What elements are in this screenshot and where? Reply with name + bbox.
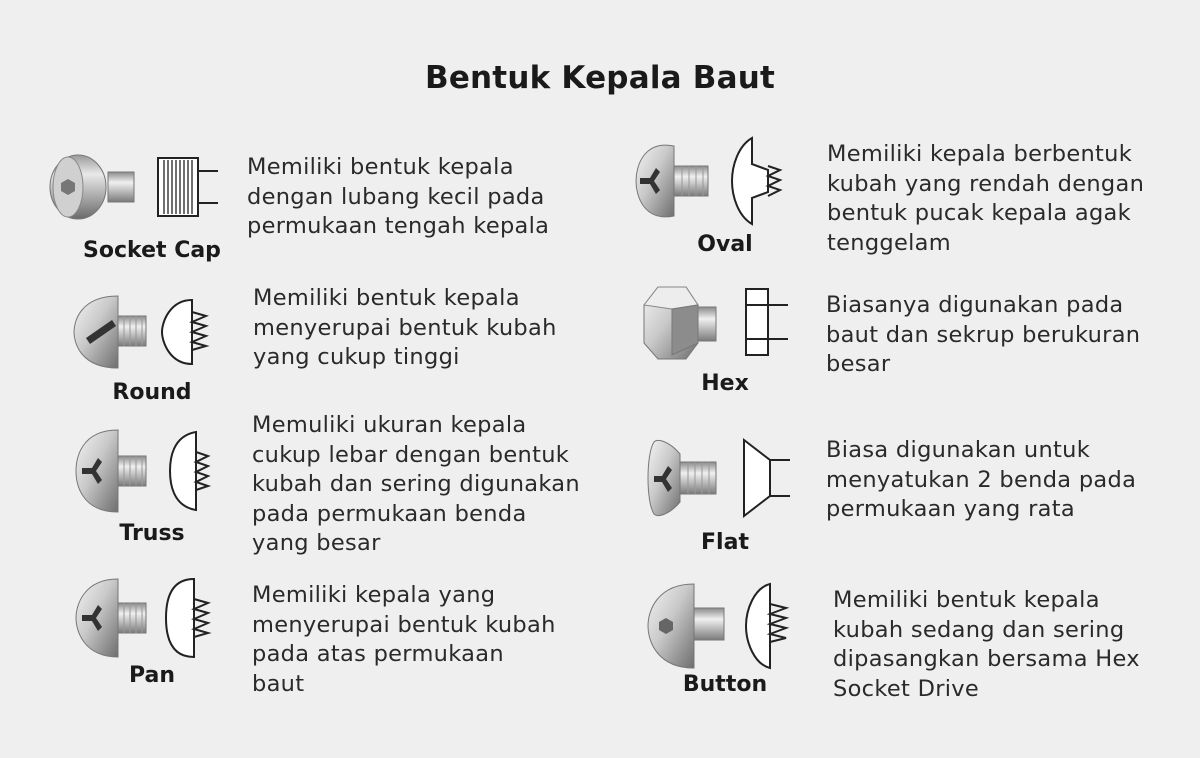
bolt-desc-hex: Biasanya digunakan pada baut dan sekrup berukuran besar [826, 292, 1141, 377]
socket-cap-bolt-icon [48, 150, 223, 225]
bolt-desc-oval: Memiliki kepala berbentuk kubah yang rendah dengan bentuk pucak kepala agak tenggelam [827, 141, 1145, 256]
bolt-desc-flat: Biasa digunakan untuk menyatukan 2 benda pada permukaan yang rata [826, 437, 1137, 522]
bolt-desc-socket-cap: Memiliki bentuk kepala dengan lubang kecil pada permukaan tengah kepala [247, 154, 550, 239]
bolt-desc-button: Memiliki bentuk kepala kubah sedang dan sering dipasangkan bersama Hex Socket Drive [833, 587, 1140, 702]
pan-bolt-icon [74, 575, 224, 660]
bolt-label-button: Button [682, 672, 768, 697]
bolt-label-oval: Oval [697, 232, 753, 257]
bolt-label-pan: Pan [128, 663, 176, 688]
flat-bolt-icon [644, 436, 794, 522]
oval-bolt-icon [634, 136, 794, 226]
round-bolt-icon [72, 292, 222, 372]
bolt-label-truss: Truss [119, 521, 185, 546]
bolt-desc-round: Memiliki bentuk kepala menyerupai bentuk kubah yang cukup tinggi [253, 285, 557, 370]
bolt-label-socket-cap: Socket Cap [83, 238, 221, 263]
hex-bolt-icon [642, 285, 792, 365]
truss-bolt-icon [74, 428, 224, 514]
bolt-desc-pan: Memiliki kepala yang menyerupai bentuk kubah pada atas permukaan baut [252, 582, 556, 697]
bolt-desc-truss: Memuliki ukuran kepala cukup lebar dengan bentuk kubah dan sering digunakan pada permukaan benda yang besar [252, 412, 580, 556]
bolt-label-hex: Hex [701, 371, 749, 396]
bolt-label-flat: Flat [701, 530, 749, 555]
page-title: Bentuk Kepala Baut [424, 60, 775, 96]
bolt-label-round: Round [112, 380, 192, 405]
button-bolt-icon [646, 580, 806, 672]
